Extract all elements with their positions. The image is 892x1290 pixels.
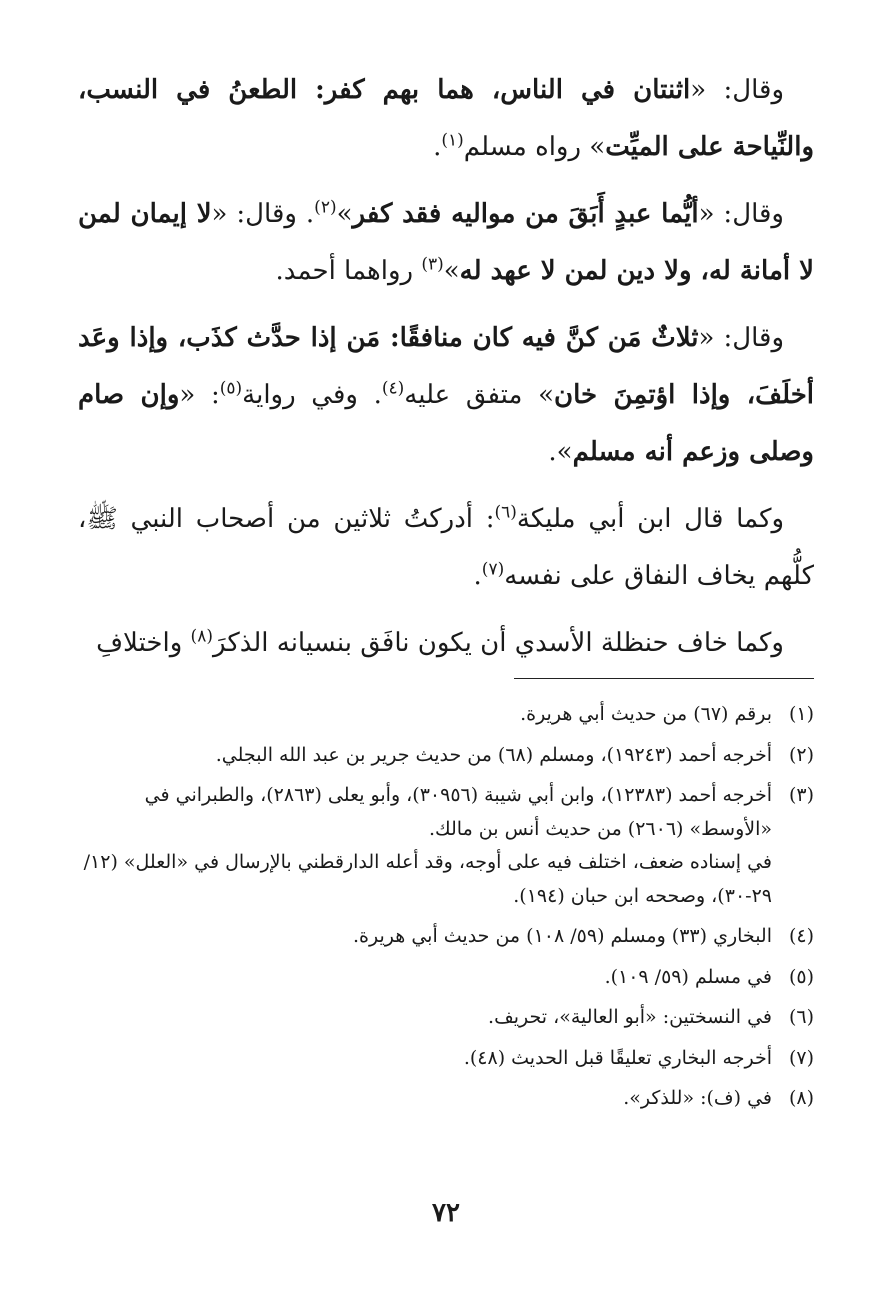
paragraph-text: : أدركتُ ثلاثين من أصحاب النبي ﷺ، كلُّهم يخاف النفاق على نفسه [78,504,814,591]
footnote-body [78,739,772,773]
paragraph-text: » رواه مسلم [463,132,606,162]
paragraph-text: وقال: « [698,199,784,229]
paragraph-text: . وفي رواية [242,380,382,410]
footnote-number: (٢) [788,743,814,766]
footnote [78,1042,814,1076]
footnote-text: في مسلم (٥٩/ ١٠٩). [604,965,772,988]
quoted-hadith-text: وإن صام وصلى وزعم أنه مسلم [78,380,814,467]
footnote-divider [514,678,814,679]
footnote-reference: (٤) [381,378,405,399]
footnote-reference: (٧) [481,559,505,580]
quoted-hadith-text: ثلاثٌ مَن كنَّ فيه كان منافقًا: مَن إذا حدَّث كذَب، وإذا وعَد أخلَفَ، وإذا اؤتمِنَ خان [78,323,815,410]
footnote [78,739,814,773]
paragraph-text: ». [548,437,573,467]
footnote-number: (٤) [788,925,814,947]
footnote [78,920,814,954]
footnote-text: في إسناده ضعف، اختلف فيه على أوجه، وقد أعله الدارقطني بالإرسال في «العلل» (١٢/ ٢٩-٣٠)، وصححه ابن حبان (١٩٤). [83,851,772,907]
paragraph-text: وقال: « [698,323,784,353]
footnote-text: أخرجه أحمد (١٩٢٤٣)، ومسلم (٦٨) من حديث جرير بن عبد الله البجلي. [215,743,772,766]
quoted-hadith-text: لا إيمان لمن لا أمانة له، ولا دين لمن لا عهد له [78,199,814,286]
paragraph-text: وكما خاف حنظلة الأسدي أن يكون نافَق بنسيانه الذكرَ [212,628,784,658]
paragraph-text: . وقال: « [211,199,315,229]
paragraph-text: . [473,561,482,591]
paragraph-text: وقال: « [690,75,784,105]
footnote-text: في (ف): «للذكر». [623,1087,772,1109]
footnote-body [78,698,772,732]
paragraph-text: وكما قال ابن أبي مليكة [516,504,785,534]
footnote-reference: (٨) [190,626,213,647]
footnote-number: (٦) [788,1006,814,1028]
footnote [78,961,814,995]
main-text-body [78,62,814,672]
footnote-reference: (٥) [219,378,243,399]
footnote-reference: (٣) [421,254,444,275]
paragraph [78,615,814,672]
quoted-hadith-text: اثنتان في الناس، هما بهم كفر: الطعنُ في النسب، والنِّياحة على الميِّت [78,75,814,162]
footnote-text: برقم (٦٧) من حديث أبي هريرة. [520,703,772,725]
footnote-body [78,1042,772,1076]
page-number: ٧٢ [432,1198,460,1228]
paragraph-text: » [443,256,460,286]
footnote-reference: (٢) [314,197,337,218]
paragraph-text: رواهما أحمد. [275,256,422,286]
paragraph [78,310,814,481]
footnote-body [78,920,772,954]
footnotes-section [78,698,814,1123]
footnote-text: البخاري (٣٣) ومسلم (٥٩/ ١٠٨) من حديث أبي هريرة. [353,925,772,947]
footnote-text: أخرجه البخاري تعليقًا قبل الحديث (٤٨). [463,1046,772,1069]
footnote [78,1001,814,1035]
footnote-text: أخرجه أحمد (١٢٣٨٣)، وابن أبي شيبة (٣٠٩٥٦)، وأبو يعلى (٢٨٦٣)، والطبراني في «الأوسط» (٢٦٠٦) من حديث أنس بن مالك. [144,784,772,840]
footnote [78,779,814,913]
paragraph [78,186,814,300]
paragraph-text: واختلافِ [96,628,191,658]
paragraph-text: : « [179,380,220,410]
footnote-number: (٣) [788,784,814,806]
paragraph [78,62,814,176]
footnote-number: (١) [788,703,814,725]
paragraph-text: » متفق عليه [404,380,554,410]
footnote-reference: (٦) [494,502,517,523]
footnote-body [78,779,772,913]
footnote-body [78,961,772,995]
footnote-body [78,1082,772,1116]
footnote-number: (٨) [788,1087,814,1109]
paragraph [78,491,814,605]
footnote-text: في النسختين: «أبو العالية»، تحريف. [488,1006,772,1028]
footnote-number: (٧) [788,1046,814,1069]
footnote-number: (٥) [788,965,814,988]
footnote [78,1082,814,1116]
paragraph-text: » [336,199,353,229]
footnote-reference: (١) [441,130,464,151]
footnote [78,698,814,732]
book-page [78,62,814,1290]
footnote-body [78,1001,772,1035]
quoted-hadith-text: أيُّما عبدٍ أَبَقَ من مواليه فقد كفر [352,199,699,229]
paragraph-text: . [433,132,442,162]
